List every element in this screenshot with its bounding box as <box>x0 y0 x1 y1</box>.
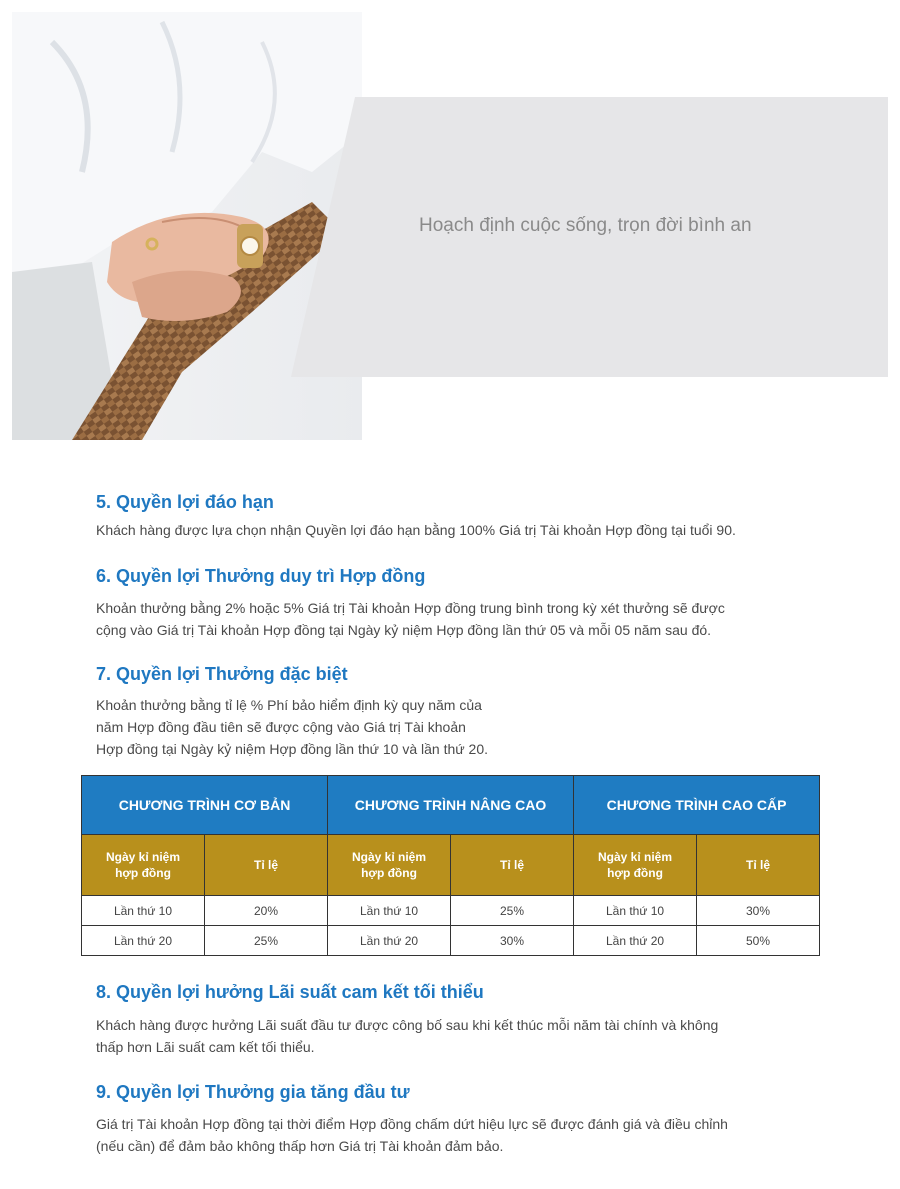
program-basic-header: CHƯƠNG TRÌNH CƠ BẢN <box>82 776 328 835</box>
section-7-body-line-3: Hợp đồng tại Ngày kỷ niệm Hợp đồng lần thứ 10 và lần thứ 20. <box>96 741 488 757</box>
col-anniversary-line-1: Ngày kỉ niệm <box>105 850 181 864</box>
section-8-body-line-2: thấp hơn Lãi suất cam kết tối thiểu. <box>96 1039 315 1055</box>
rate-cell: 50% <box>697 926 820 956</box>
section-5-body: Khách hàng được lựa chọn nhận Quyền lợi đáo hạn bằng 100% Giá trị Tài khoản Hợp đồng tại tuổi 90. <box>96 522 736 538</box>
section-7-body-line-2: năm Hợp đồng đầu tiên sẽ được cộng vào Giá trị Tài khoản <box>96 719 466 735</box>
anniversary-cell: Lần thứ 10 <box>574 896 697 926</box>
col-rate-header: Tỉ lệ <box>451 835 574 896</box>
col-anniversary-line-2: hợp đồng <box>361 866 417 880</box>
col-anniversary-line-2: hợp đồng <box>115 866 171 880</box>
col-anniversary-line-1: Ngày kỉ niệm <box>352 850 427 864</box>
section-9-body-line-2: (nếu cần) để đảm bảo không thấp hơn Giá trị Tài khoản đảm bảo. <box>96 1138 504 1154</box>
section-7-body <box>96 694 488 760</box>
slogan-panel <box>291 97 888 377</box>
col-anniversary-header <box>574 835 697 896</box>
rate-cell: 30% <box>697 896 820 926</box>
section-6-body-line-1: Khoản thưởng bằng 2% hoặc 5% Giá trị Tài khoản Hợp đồng trung bình trong kỳ xét thưởng sẽ được <box>96 600 725 616</box>
special-bonus-table <box>81 775 820 956</box>
anniversary-cell: Lần thứ 10 <box>82 896 205 926</box>
section-6-title: 6. Quyền lợi Thưởng duy trì Hợp đồng <box>96 566 426 586</box>
rate-cell: 30% <box>451 926 574 956</box>
section-8-body-line-1: Khách hàng được hưởng Lãi suất đầu tư được công bố sau khi kết thúc mỗi năm tài chính và không <box>96 1017 719 1033</box>
col-anniversary-line-1: Ngày kỉ niệm <box>598 850 673 864</box>
column-header-row <box>82 835 820 896</box>
program-header-row <box>82 776 820 835</box>
anniversary-cell: Lần thứ 10 <box>328 896 451 926</box>
anniversary-cell: Lần thứ 20 <box>574 926 697 956</box>
rate-cell: 25% <box>451 896 574 926</box>
program-advanced-header: CHƯƠNG TRÌNH NÂNG CAO <box>328 776 574 835</box>
section-9-body-line-1: Giá trị Tài khoản Hợp đồng tại thời điểm Hợp đồng chấm dứt hiệu lực sẽ được đánh giá và điều chỉnh <box>96 1116 728 1132</box>
slogan-text: Hoạch định cuộc sống, trọn đời bình an <box>419 215 752 236</box>
table-row <box>82 926 820 956</box>
col-rate-header: Tỉ lệ <box>697 835 820 896</box>
section-8-body <box>96 1014 718 1058</box>
col-rate-header: Tỉ lệ <box>205 835 328 896</box>
section-9-title: 9. Quyền lợi Thưởng gia tăng đầu tư <box>96 1082 410 1102</box>
section-9-body <box>96 1113 728 1157</box>
table-row <box>82 896 820 926</box>
section-6-body-line-2: cộng vào Giá trị Tài khoản Hợp đồng tại Ngày kỷ niệm Hợp đồng lần thứ 05 và mỗi 05 năm sau đó. <box>96 622 712 638</box>
section-7-title: 7. Quyền lợi Thưởng đặc biệt <box>96 664 348 684</box>
rate-cell: 20% <box>205 896 328 926</box>
section-5-title: 5. Quyền lợi đáo hạn <box>96 492 274 512</box>
col-anniversary-line-2: hợp đồng <box>607 866 663 880</box>
section-6-body <box>96 597 725 641</box>
rate-cell: 25% <box>205 926 328 956</box>
section-8-title: 8. Quyền lợi hưởng Lãi suất cam kết tối thiểu <box>96 982 484 1002</box>
anniversary-cell: Lần thứ 20 <box>82 926 205 956</box>
slogan-panel-shape <box>291 97 888 377</box>
program-premium-header: CHƯƠNG TRÌNH CAO CẤP <box>574 776 820 835</box>
col-anniversary-header <box>328 835 451 896</box>
anniversary-cell: Lần thứ 20 <box>328 926 451 956</box>
section-7-body-line-1: Khoản thưởng bằng tỉ lệ % Phí bảo hiểm định kỳ quy năm của <box>96 697 482 713</box>
col-anniversary-header <box>82 835 205 896</box>
